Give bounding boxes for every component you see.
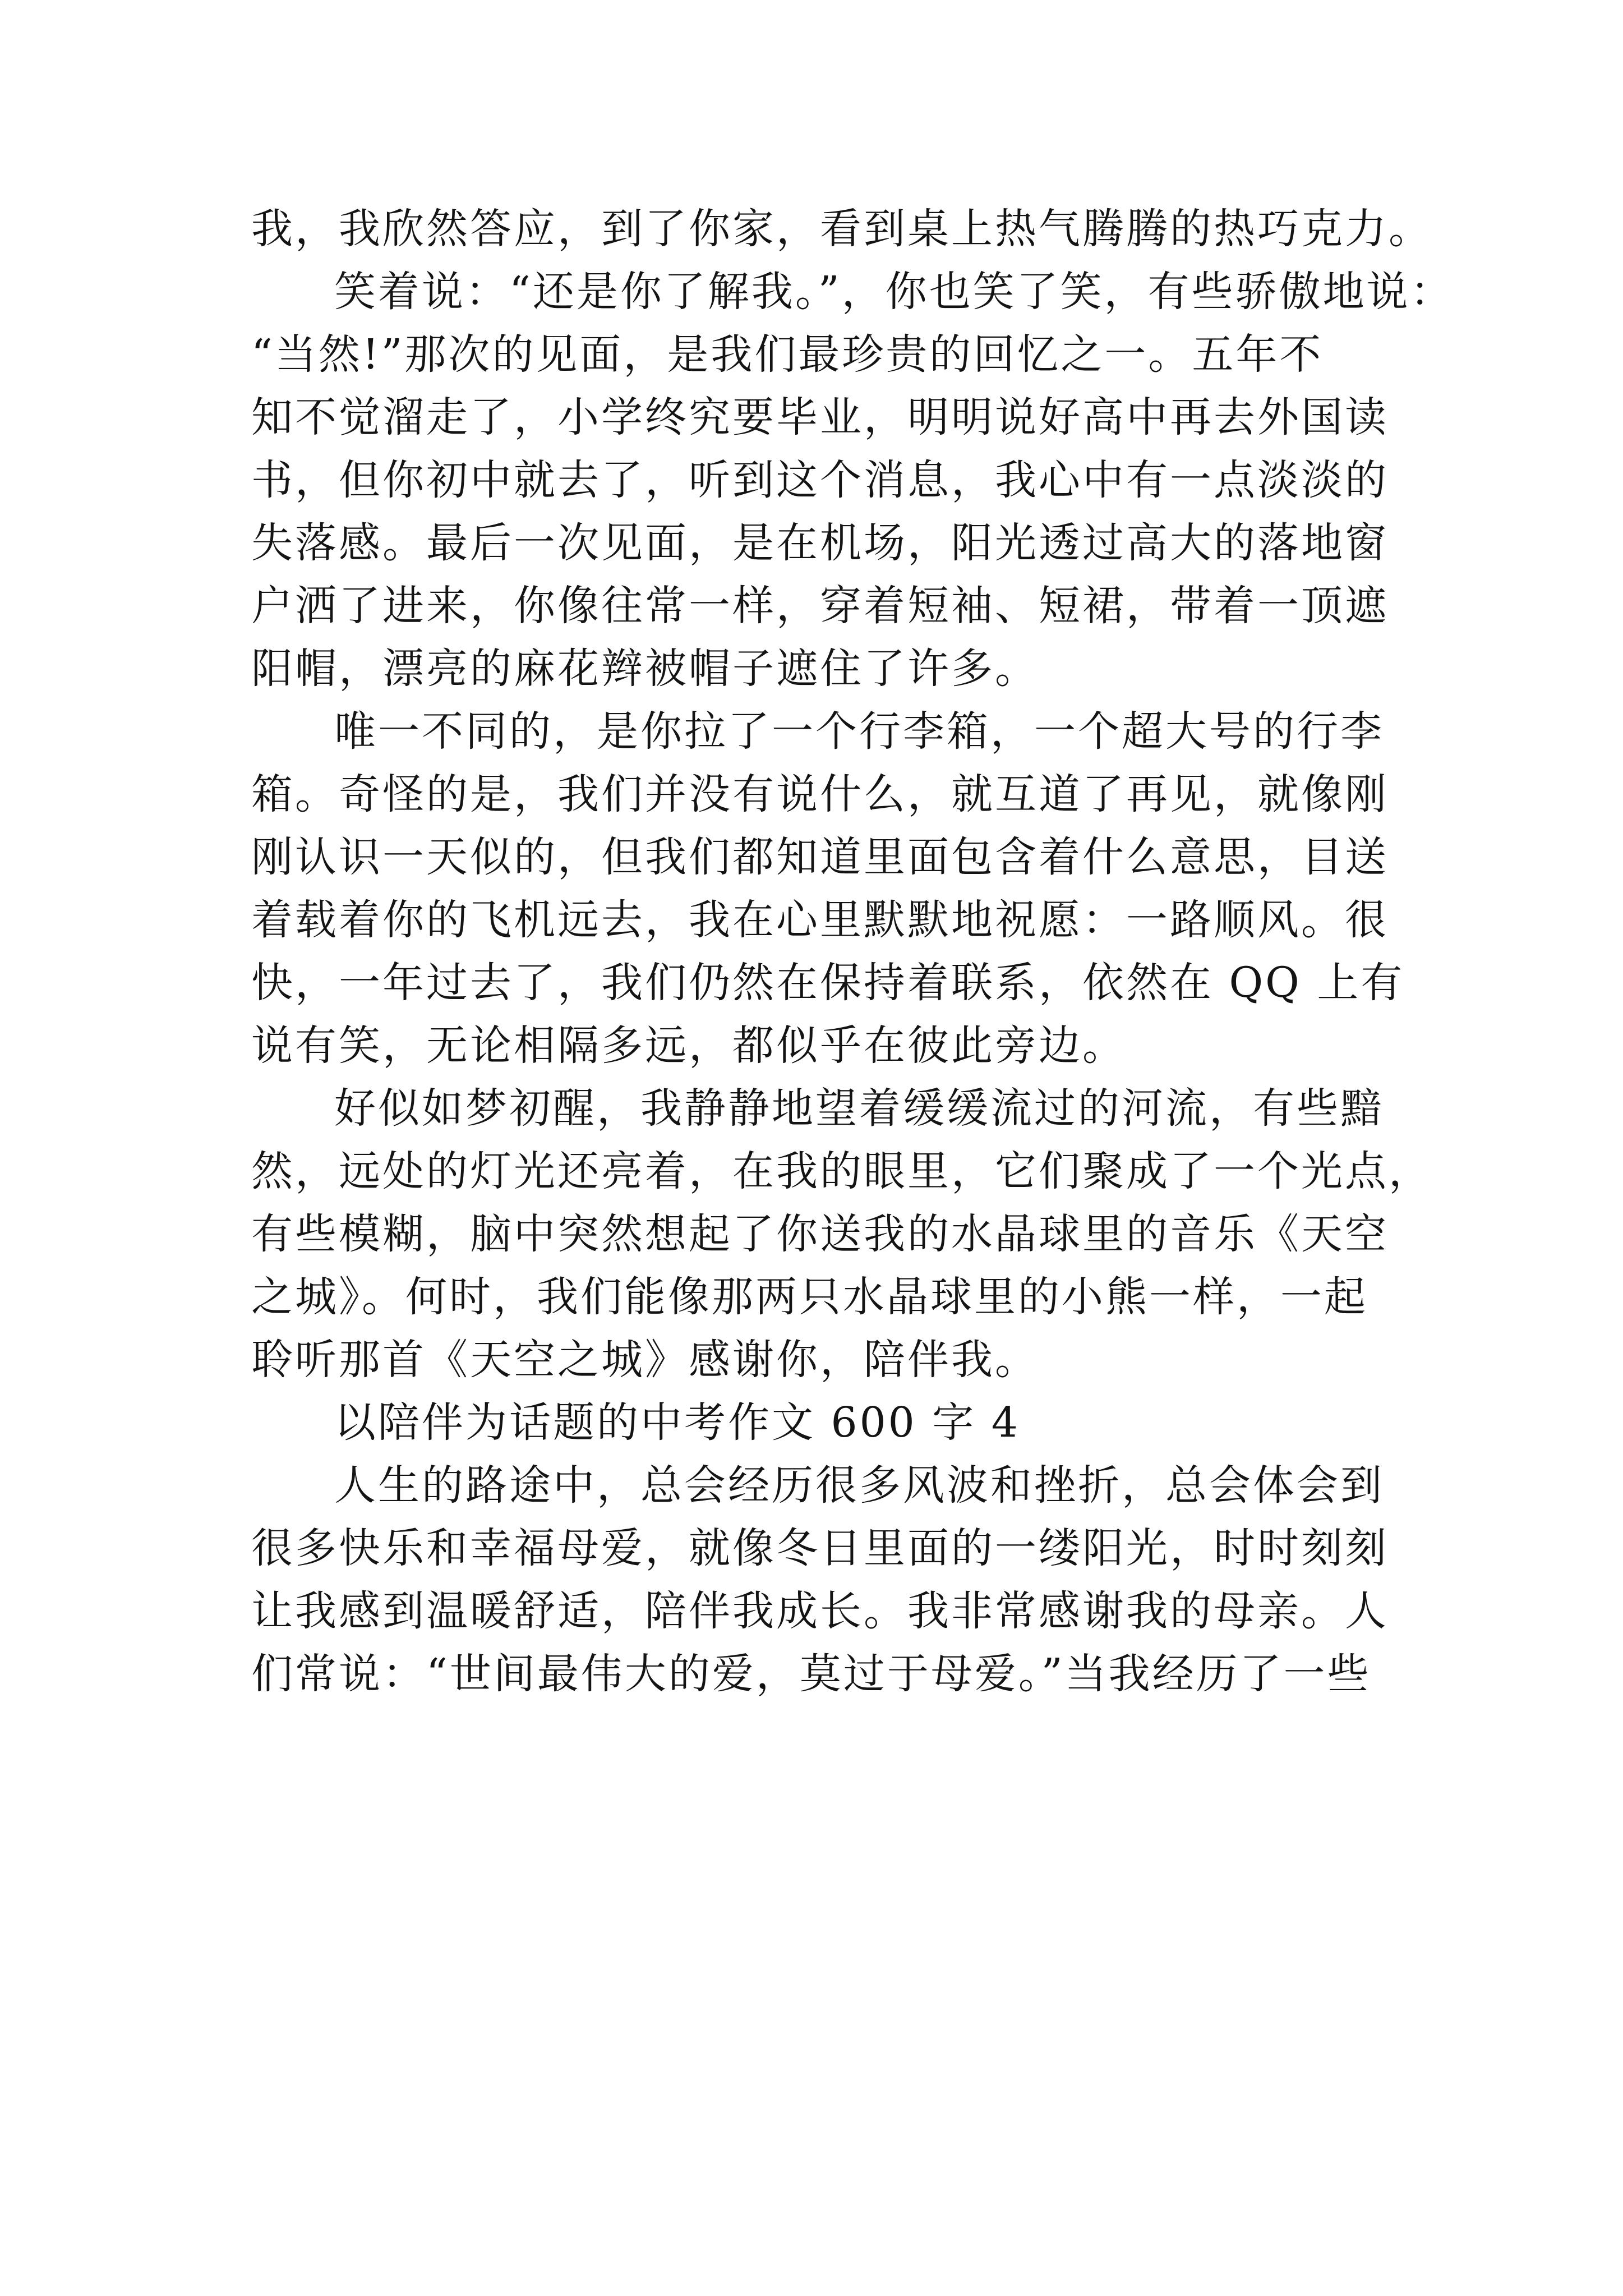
- text-line: 书，但你初中就去了，听到这个消息，我心中有一点淡淡的: [251, 456, 1389, 504]
- text-line: 人生的路途中，总会经历很多风波和挫折，总会体会到: [334, 1461, 1384, 1510]
- text-line: 有些模糊，脑中突然想起了你送我的水晶球里的音乐《天空: [251, 1210, 1389, 1258]
- text-line: 说有笑，无论相隔多远，都似乎在彼此旁边。: [251, 1022, 1126, 1070]
- text-line: 我，我欣然答应，到了你家，看到桌上热气腾腾的热巧克力。: [251, 205, 1432, 253]
- text-line: 失落感。最后一次见面，是在机场，阳光透过高大的落地窗: [251, 519, 1389, 567]
- text-line: 户洒了进来，你像往常一样，穿着短袖、短裙，带着一顶遮: [251, 582, 1389, 630]
- text-line: 快，一年过去了，我们仍然在保持着联系，依然在 QQ 上有: [251, 959, 1405, 1007]
- text-line: 笑着说：“还是你了解我。”，你也笑了笑，有些骄傲地说：: [334, 268, 1454, 316]
- text-line: 唯一不同的，是你拉了一个行李箱，一个超大号的行李: [334, 707, 1384, 756]
- essay-text: [251, 197, 1454, 1705]
- text-line: 让我感到温暖舒适，陪伴我成长。我非常感谢我的母亲。人: [251, 1587, 1389, 1635]
- text-line: 聆听那首《天空之城》感谢你，陪伴我。: [251, 1336, 1039, 1384]
- section-heading: 以陪伴为话题的中考作文 600 字 4: [334, 1398, 1020, 1447]
- text-line: 然，远处的灯光还亮着，在我的眼里，它们聚成了一个光点，: [251, 1147, 1432, 1195]
- text-line: 着载着你的飞机远去，我在心里默默地祝愿：一路顺风。很: [251, 896, 1389, 944]
- text-line: 阳帽，漂亮的麻花辫被帽子遮住了许多。: [251, 645, 1039, 693]
- text-line: 们常说：“世间最伟大的爱，莫过于母爱。”当我经历了一些: [251, 1650, 1371, 1698]
- text-line: 很多快乐和幸福母爱，就像冬日里面的一缕阳光，时时刻刻: [251, 1524, 1389, 1572]
- text-line: “当然!”那次的见面，是我们最珍贵的回忆之一。五年不: [251, 330, 1324, 379]
- text-line: 箱。奇怪的是，我们并没有说什么，就互道了再见，就像刚: [251, 770, 1389, 818]
- text-line: 知不觉溜走了，小学终究要毕业，明明说好高中再去外国读: [251, 393, 1389, 441]
- text-line: 好似如梦初醒，我静静地望着缓缓流过的河流，有些黯: [334, 1084, 1384, 1133]
- text-line: 刚认识一天似的，但我们都知道里面包含着什么意思，目送: [251, 833, 1389, 881]
- text-line: 之城》。何时，我们能像那两只水晶球里的小熊一样，一起: [251, 1273, 1368, 1321]
